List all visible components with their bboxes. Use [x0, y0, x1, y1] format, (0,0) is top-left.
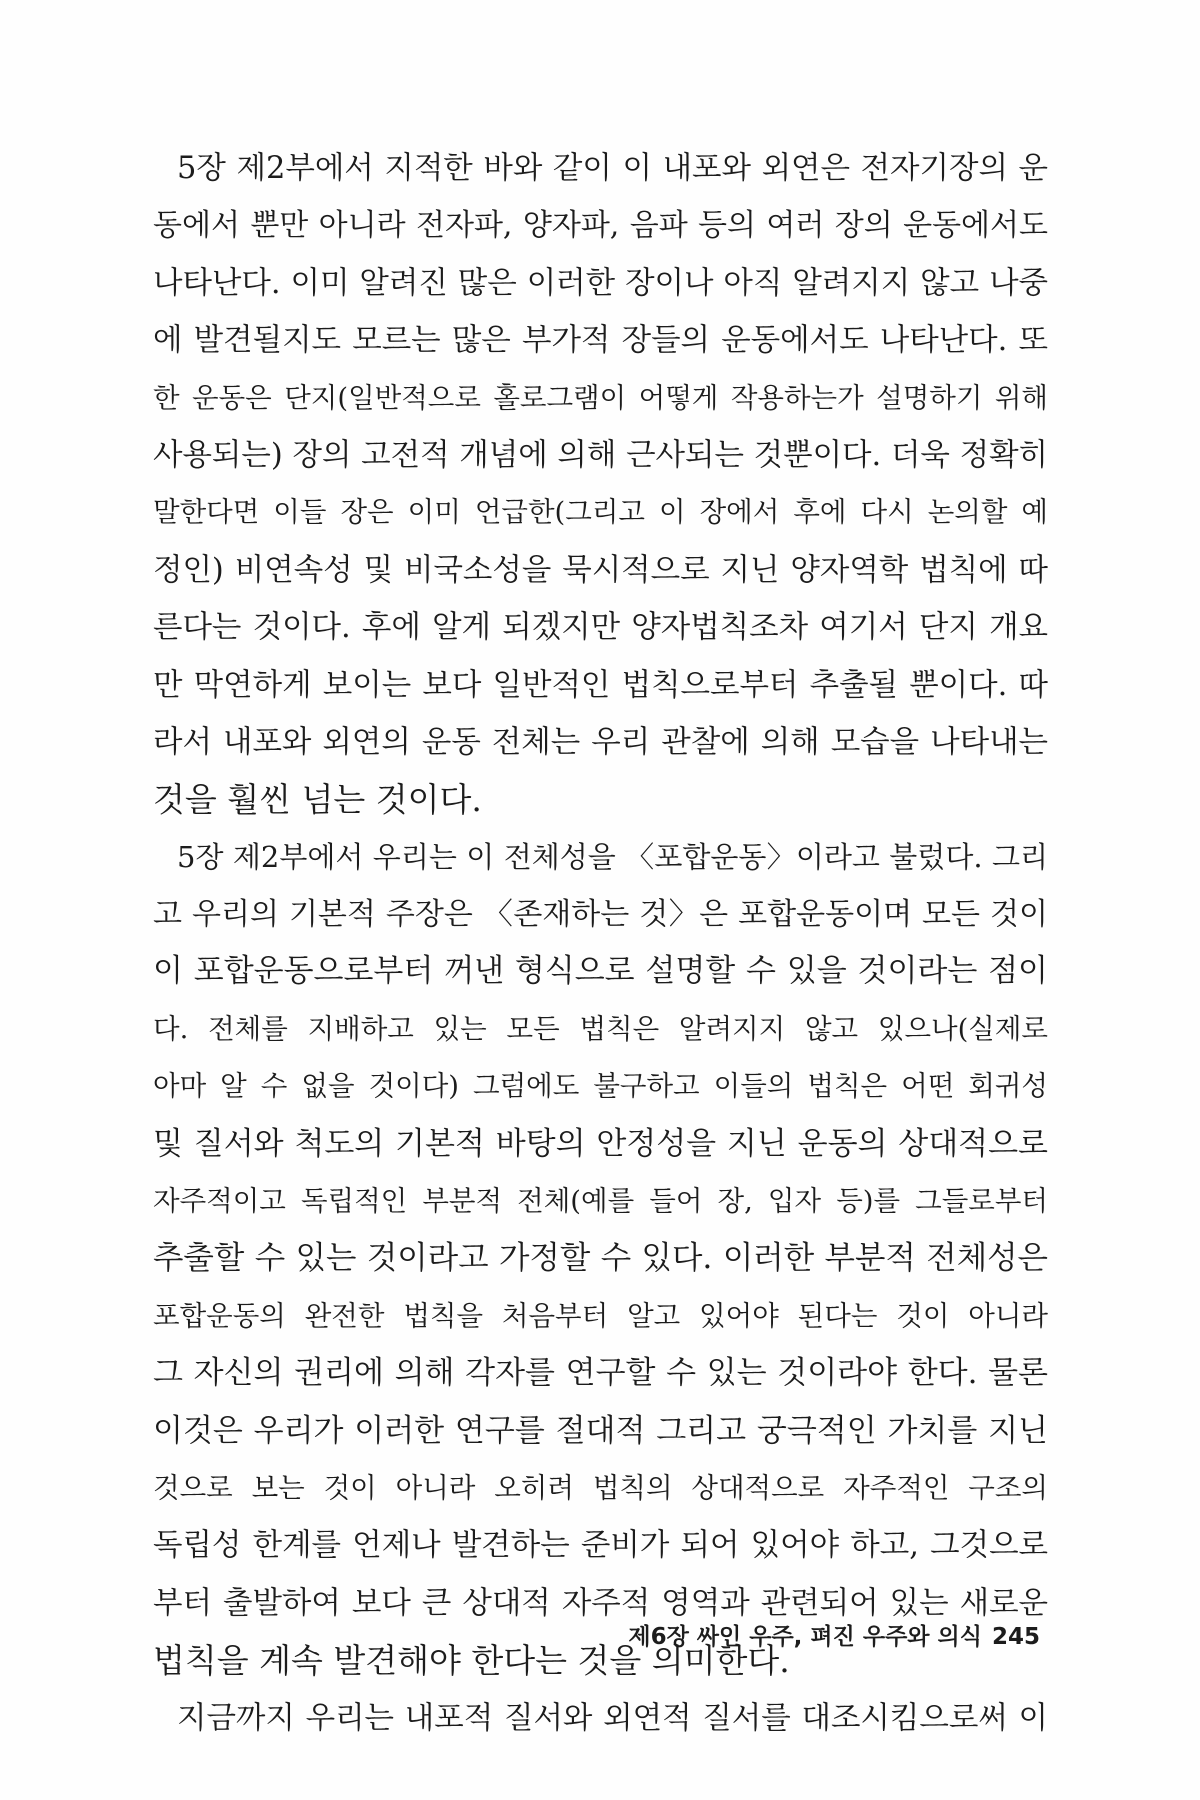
text-line: 부터 출발하여 보다 큰 상대적 자주적 영역과 관련되어 있는 새로운: [153, 1585, 1048, 1621]
text-line: 만 막연하게 보이는 보다 일반적인 법칙으로부터 추출될 뿐이다. 따: [153, 667, 1048, 703]
paragraph-end-line: 법칙을 계속 발견해야 한다는 것을 의미한다.: [153, 1641, 790, 1681]
paragraph-end-line: 것을 훨씬 넘는 것이다.: [153, 780, 482, 820]
text-line: 한 운동은 단지(일반적으로 홀로그램이 어떻게 작용하는가 설명하기 위해: [153, 381, 1048, 414]
text-line: 5장 제2부에서 우리는 이 전체성을 〈포합운동〉이라고 불렀다. 그리: [177, 839, 1048, 874]
text-line: 것으로 보는 것이 아니라 오히려 법칙의 상대적으로 자주적인 구조의: [153, 1471, 1048, 1504]
text-line: 그 자신의 권리에 의해 각자를 연구할 수 있는 것이라야 한다. 물론: [153, 1355, 1048, 1392]
text-line: 이 포합운동으로부터 꺼낸 형식으로 설명할 수 있을 것이라는 점이: [153, 953, 1048, 990]
text-line: 른다는 것이다. 후에 알게 되겠지만 양자법칙조차 여기서 단지 개요: [153, 610, 1048, 646]
text-line: 동에서 뿐만 아니라 전자파, 양자파, 음파 등의 여러 장의 운동에서도: [153, 208, 1048, 244]
running-head: 제6장 싸인 우주, 펴진 우주와 의식: [628, 1624, 982, 1650]
page-footer: [628, 1618, 1040, 1651]
text-line: 에 발견될지도 모르는 많은 부가적 장들의 운동에서도 나타난다. 또: [153, 323, 1048, 359]
text-line: 및 질서와 척도의 기본적 바탕의 안정성을 지닌 운동의 상대적으로: [153, 1125, 1048, 1162]
text-line: 다. 전체를 지배하고 있는 모든 법칙은 알려지지 않고 있으나(실제로: [153, 1012, 1048, 1045]
text-line: 포합운동의 완전한 법칙을 처음부터 알고 있어야 된다는 것이 아니라: [153, 1299, 1048, 1332]
text-line: 말한다면 이들 장은 이미 언급한(그리고 이 장에서 후에 다시 논의할 예: [153, 496, 1048, 529]
text-line: 고 우리의 기본적 주장은 〈존재하는 것〉은 포합운동이며 모든 것이: [153, 897, 1048, 933]
text-line: 라서 내포와 외연의 운동 전체는 우리 관찰에 의해 모습을 나타내는: [153, 724, 1048, 760]
text-line: 5장 제2부에서 지적한 바와 같이 이 내포와 외연은 전자기장의 운: [177, 151, 1048, 186]
text-line: 자주적이고 독립적인 부분적 전체(예를 들어 장, 입자 등)를 그들로부터: [153, 1185, 1048, 1218]
text-line: 나타난다. 이미 알려진 많은 이러한 장이나 아직 알려지지 않고 나중: [153, 265, 1048, 301]
text-line: 지금까지 우리는 내포적 질서와 외연적 질서를 대조시킴으로써 이: [177, 1700, 1048, 1736]
text-line: 추출할 수 있는 것이라고 가정할 수 있다. 이러한 부분적 전체성은: [153, 1240, 1048, 1277]
text-line: 이것은 우리가 이러한 연구를 절대적 그리고 궁극적인 가치를 지닌: [153, 1412, 1048, 1449]
text-line: 독립성 한계를 언제나 발견하는 준비가 되어 있어야 하고, 그것으로: [153, 1528, 1048, 1564]
body-text: [153, 140, 1048, 1747]
text-line: 사용되는) 장의 고전적 개념에 의해 근사되는 것뿐이다. 더욱 정확히: [153, 437, 1048, 473]
text-line: 정인) 비연속성 및 비국소성을 묵시적으로 지닌 양자역학 법칙에 따: [153, 552, 1048, 588]
text-line: 아마 알 수 없을 것이다) 그럼에도 불구하고 이들의 법칙은 어떤 회귀성: [153, 1070, 1048, 1103]
page-number: 245: [991, 1624, 1040, 1650]
